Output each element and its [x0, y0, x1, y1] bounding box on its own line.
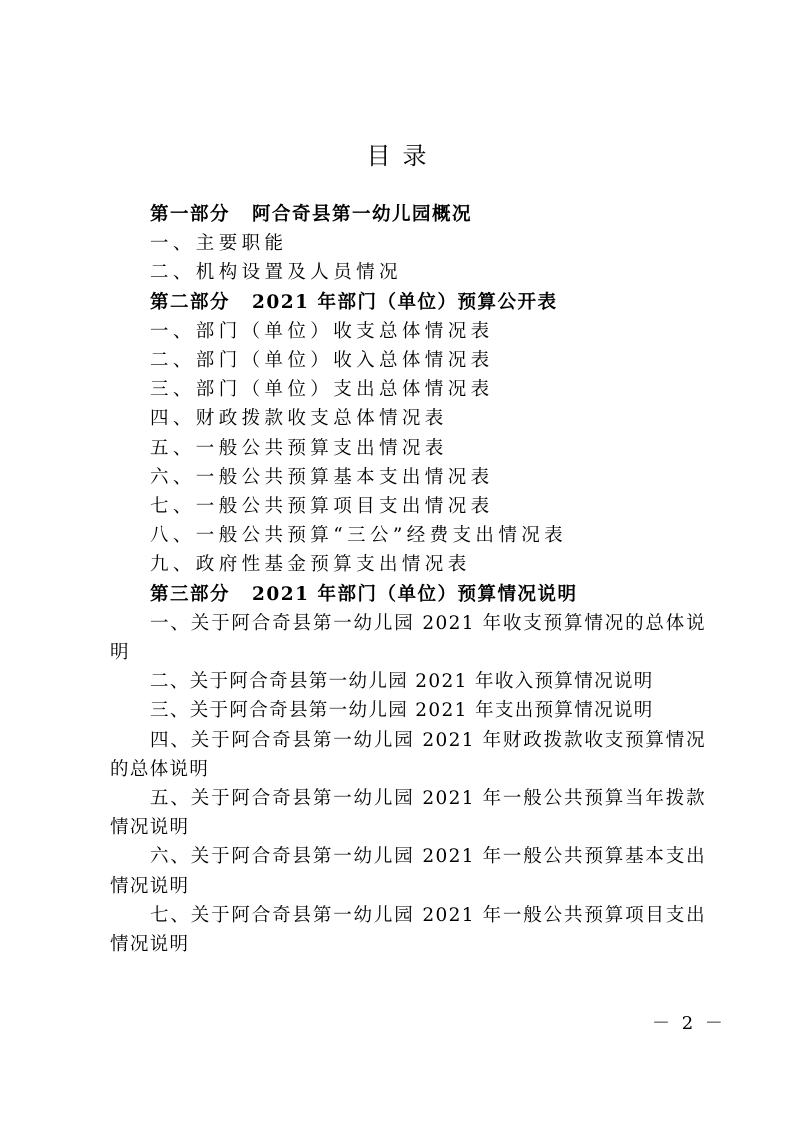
toc-item: 二、机构设置及人员情况 — [150, 262, 402, 284]
toc-item: 三、关于阿合奇县第一幼儿园 2021 年支出预算情况说明 — [150, 700, 654, 722]
part-title: 阿合奇县第一幼儿园概况 — [252, 204, 473, 225]
part-title: 2021 年部门（单位）预算情况说明 — [252, 583, 578, 605]
page-number: － 2 － — [652, 1013, 726, 1034]
part-title: 2021 年部门（单位）预算公开表 — [252, 291, 558, 313]
toc-part-heading — [110, 288, 706, 317]
part-label: 第一部分 — [150, 204, 231, 225]
toc-item: 二、部门（单位）收入总体情况表 — [150, 350, 494, 372]
table-of-contents — [110, 200, 706, 959]
toc-part-heading — [110, 580, 706, 609]
toc-item: 六、一般公共预算基本支出情况表 — [150, 466, 494, 488]
toc-item: 九、政府性基金预算支出情况表 — [150, 554, 471, 576]
toc-part-heading — [110, 200, 706, 229]
toc-item: 二、关于阿合奇县第一幼儿园 2021 年收入预算情况说明 — [150, 671, 654, 693]
toc-item: 四、关于阿合奇县第一幼儿园 2021 年财政拨款收支预算情况的总体说明 — [110, 729, 706, 780]
toc-item: 三、部门（单位）支出总体情况表 — [150, 379, 494, 401]
toc-item: 七、一般公共预算项目支出情况表 — [150, 496, 494, 518]
toc-item: 五、一般公共预算支出情况表 — [150, 437, 448, 459]
toc-item: 八、一般公共预算“三公”经费支出情况表 — [150, 525, 568, 547]
toc-item: 一、部门（单位）收支总体情况表 — [150, 320, 494, 342]
toc-item: 一、主要职能 — [150, 233, 288, 255]
toc-item: 六、关于阿合奇县第一幼儿园 2021 年一般公共预算基本支出情况说明 — [110, 846, 706, 897]
toc-item: 七、关于阿合奇县第一幼儿园 2021 年一般公共预算项目支出情况说明 — [110, 904, 706, 956]
toc-item: 四、财政拨款收支总体情况表 — [150, 408, 448, 430]
toc-item: 一、关于阿合奇县第一幼儿园 2021 年收支预算情况的总体说明 — [110, 612, 706, 664]
toc-item: 五、关于阿合奇县第一幼儿园 2021 年一般公共预算当年拨款情况说明 — [110, 788, 706, 839]
part-label: 第三部分 — [150, 583, 231, 605]
page-title: 目录 — [366, 142, 439, 170]
part-label: 第二部分 — [150, 291, 231, 313]
